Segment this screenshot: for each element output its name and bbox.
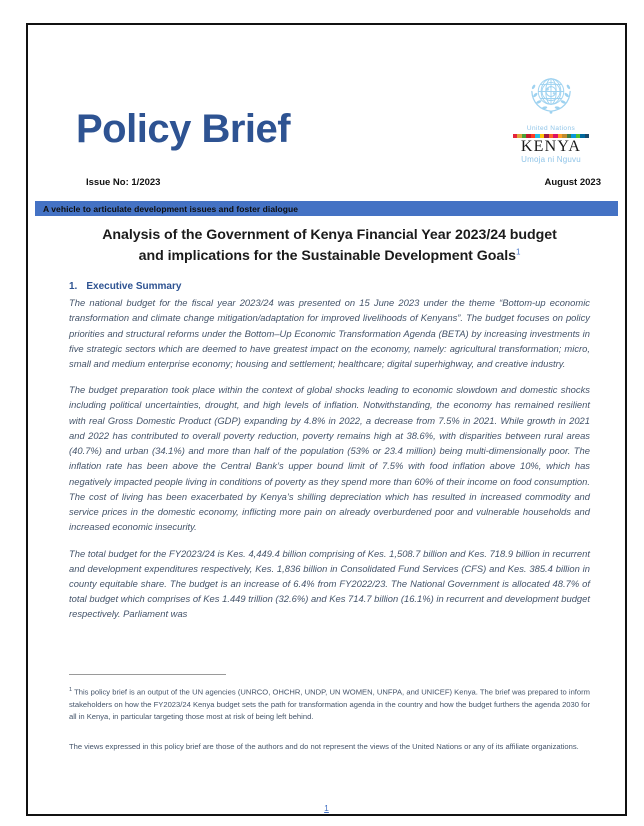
footnote-body: This policy brief is an output of the UN agencies (UNRCO, OHCHR, UNDP, UN WOMEN, UNFPA, and UNICEF) Kenya. The brief was prepared to inform stakeholders on how the FY2023/24 Kenya budget sets the path for transformation agenda in the country and how the budget furthers the agenda 2030 for all in Kenya, in particular targeting those most at risk of being left behind.: [69, 687, 590, 722]
tagline-text: A vehicle to articulate development issues and foster dialogue: [43, 203, 299, 214]
document-title-line-2: and implications for the Sustainable Development Goals: [138, 248, 516, 265]
document-title: [73, 225, 586, 267]
document-body: [69, 225, 590, 633]
tagline-banner: [35, 201, 618, 216]
page-title: Policy Brief: [76, 107, 291, 151]
footnote-marker: 1: [69, 687, 73, 693]
masthead: [28, 25, 625, 177]
issue-date-label: August 2023: [544, 177, 601, 188]
united-nations-emblem-icon: [522, 66, 580, 124]
logo-motto-label: Umoja ni Nguvu: [521, 155, 581, 165]
footnote-area: [69, 674, 590, 753]
footnote-entry: [69, 686, 590, 724]
logo-organization-label: United Nations: [526, 125, 576, 132]
section-number: 1.: [69, 281, 78, 293]
paragraph: The total budget for the FY2023/24 is Kes. 4,449.4 billion comprising of Kes. 1,508.7 billion and Kes. 718.9 billion in recurrent and development expenditures respectively, Kes. 1,836 billion in Consolidated Fund Services (CFS) and Kes. 385.4 billion in county equitable share. The budget is an increase of 6.4% from FY2022/23. The National Government is allocated 48.7% of total budget which comprises of Kes 1.449 trillion (32.6%) and Kes 714.7 billion (16.1%) in recurrent and development budget respectively. Parliament was: [69, 547, 590, 620]
paragraph: The budget preparation took place within the context of global shocks leading to economic slowdown and domestic shocks including political uncertainties, drought, and high levels of inflation. Notwithstanding, the economy has remained resilient with real Gross Domestic Product (GDP) expanding by 4.8% in 2022, a decrease from 7.5% in 2021. While growth in 2021 and 2022 has contributed to overall poverty reduction, poverty remains high at 38.6%, with disparities between rural areas (40.7%) and urban (34.1%) and more than half of the population (53% or 23.4 million) being multi-dimensionally poor. The inflation rate has been above the Central Bank’s upper bound limit of 7.5% with food inflation above 10%, which has negatively impacted people living in conditions of poverty as they spend more than 60% of their income on food consumption. The cost of living has been exacerbated by Kenya’s shilling depreciation which has resulted in increased commodity and service prices in the domestic economy, inflicting more pain on already overburdened poor and vulnerable households and increased economic insecurity.: [69, 384, 590, 533]
document-title-line-1: Analysis of the Government of Kenya Financial Year 2023/24 budget: [102, 227, 557, 243]
section-heading-executive-summary: [69, 281, 590, 292]
logo-country-label: KENYA: [520, 137, 582, 155]
issue-row: [28, 177, 625, 198]
title-footnote-marker: 1: [515, 247, 521, 257]
footnote-separator: [69, 674, 226, 675]
sdg-color-bar-icon: [513, 134, 589, 138]
issue-number-label: Issue No: 1/2023: [86, 177, 161, 188]
section-title: Executive Summary: [86, 281, 182, 293]
disclaimer-text: The views expressed in this policy brief are those of the authors and do not represent the views of the United Nations or any of its affiliate organizations.: [69, 741, 579, 751]
un-kenya-logo: [499, 66, 603, 164]
page-border-frame: [26, 23, 627, 816]
page-number: 1: [324, 803, 329, 813]
paragraph: The national budget for the fiscal year 2023/24 was presented on 15 June 2023 under the theme “Bottom-up economic transformation and climate change mitigation/adaptation for improved livelihoods of Kenyans”. The budget focuses on policy priorities and structural reforms under the Bottom–Up Economic Transformation Agenda (BETA) by increasing investments in five strategic sectors which are deemed to have greatest impact on the economy, namely: agricultural transformation; micro, small and medium enterprise economy; housing and settlement; healthcare; digital superhighway, and creative industry.: [69, 297, 590, 369]
